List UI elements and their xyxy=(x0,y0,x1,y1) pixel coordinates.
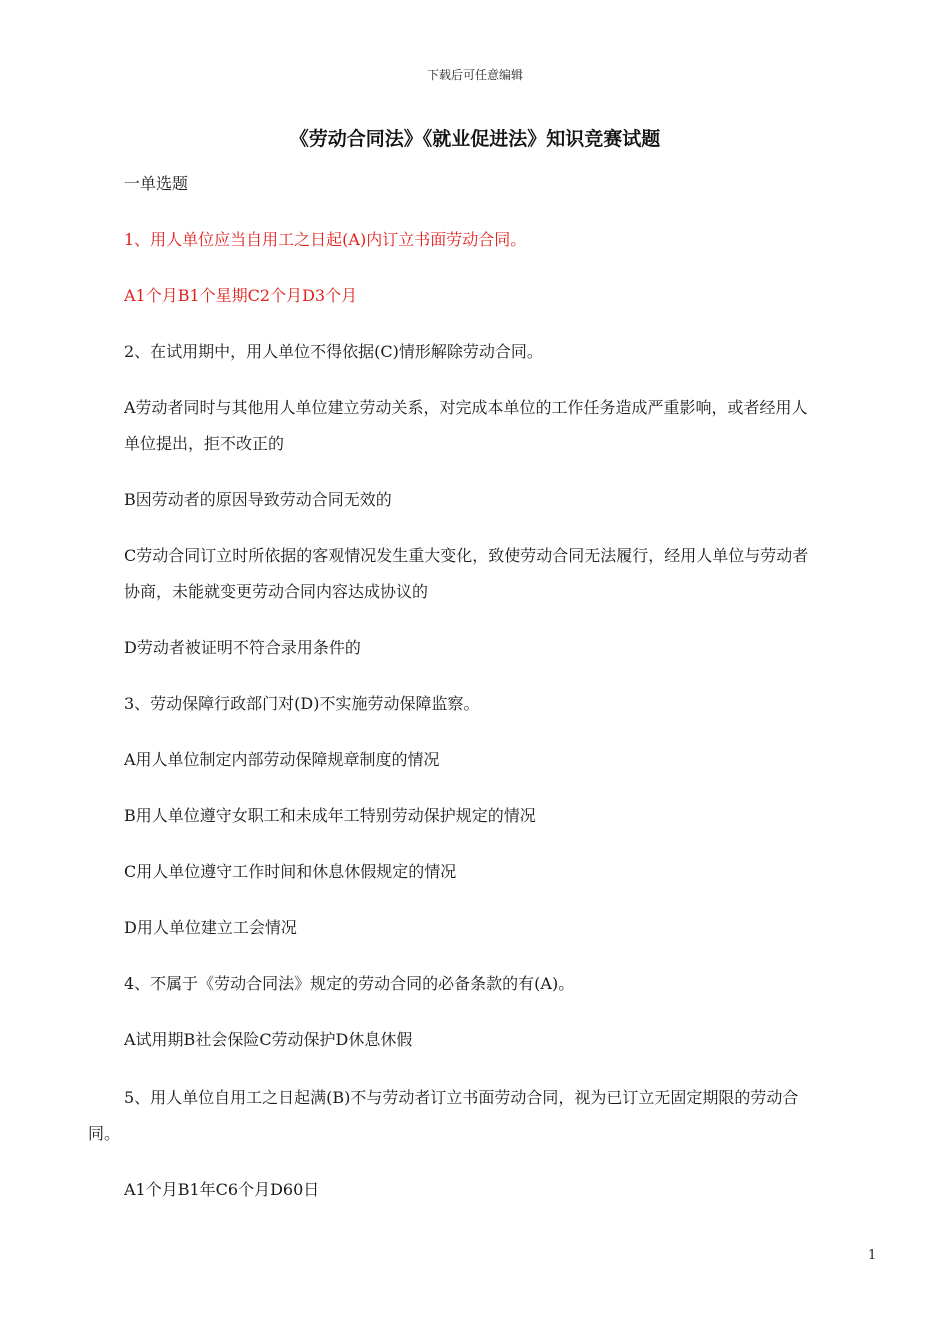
question-4-options: A试用期B社会保险C劳动保护D休息休假 xyxy=(124,1030,413,1049)
question-3-option-a: A用人单位制定内部劳动保障规章制度的情况 xyxy=(124,750,440,769)
question-2-option-c-line2: 协商，未能就变更劳动合同内容达成协议的 xyxy=(124,582,429,601)
question-1: 1、用人单位应当自用工之日起(A)内订立书面劳动合同。 xyxy=(124,230,527,249)
question-3: 3、劳动保障行政部门对(D)不实施劳动保障监察。 xyxy=(124,694,480,713)
question-2-option-b: B因劳动者的原因导致劳动合同无效的 xyxy=(124,490,392,509)
question-2-option-d: D劳动者被证明不符合录用条件的 xyxy=(124,638,361,657)
page-header: 下载后可任意编辑 xyxy=(426,68,523,82)
question-2-option-c-line1: C劳动合同订立时所依据的客观情况发生重大变化，致使劳动合同无法履行，经用人单位与劳动者 xyxy=(124,546,809,565)
question-4: 4、不属于《劳动合同法》规定的劳动合同的必备条款的有(A)。 xyxy=(124,974,575,993)
question-1-options: A1个月B1个星期C2个月D3个月 xyxy=(124,286,358,305)
document-title: 《劳动合同法》《就业促进法》知识竞赛试题 xyxy=(289,128,661,150)
question-5-options: A1个月B1年C6个月D60日 xyxy=(124,1180,320,1199)
question-3-option-c: C用人单位遵守工作时间和休息休假规定的情况 xyxy=(124,862,457,881)
question-3-option-d: D用人单位建立工会情况 xyxy=(124,918,297,937)
question-3-option-b: B用人单位遵守女职工和未成年工特别劳动保护规定的情况 xyxy=(124,806,536,825)
question-2-option-a-line2: 单位提出，拒不改正的 xyxy=(124,434,285,453)
question-5-line1: 5、用人单位自用工之日起满(B)不与劳动者订立书面劳动合同，视为已订立无固定期限的劳动合 xyxy=(124,1088,799,1107)
page-number: 1 xyxy=(868,1248,877,1263)
question-2: 2、在试用期中，用人单位不得依据(C)情形解除劳动合同。 xyxy=(124,342,543,361)
question-5-line2: 同。 xyxy=(88,1124,121,1143)
section-heading: 一单选题 xyxy=(124,174,189,193)
question-2-option-a-line1: A劳动者同时与其他用人单位建立劳动关系，对完成本单位的工作任务造成严重影响，或者经用人 xyxy=(124,398,808,417)
